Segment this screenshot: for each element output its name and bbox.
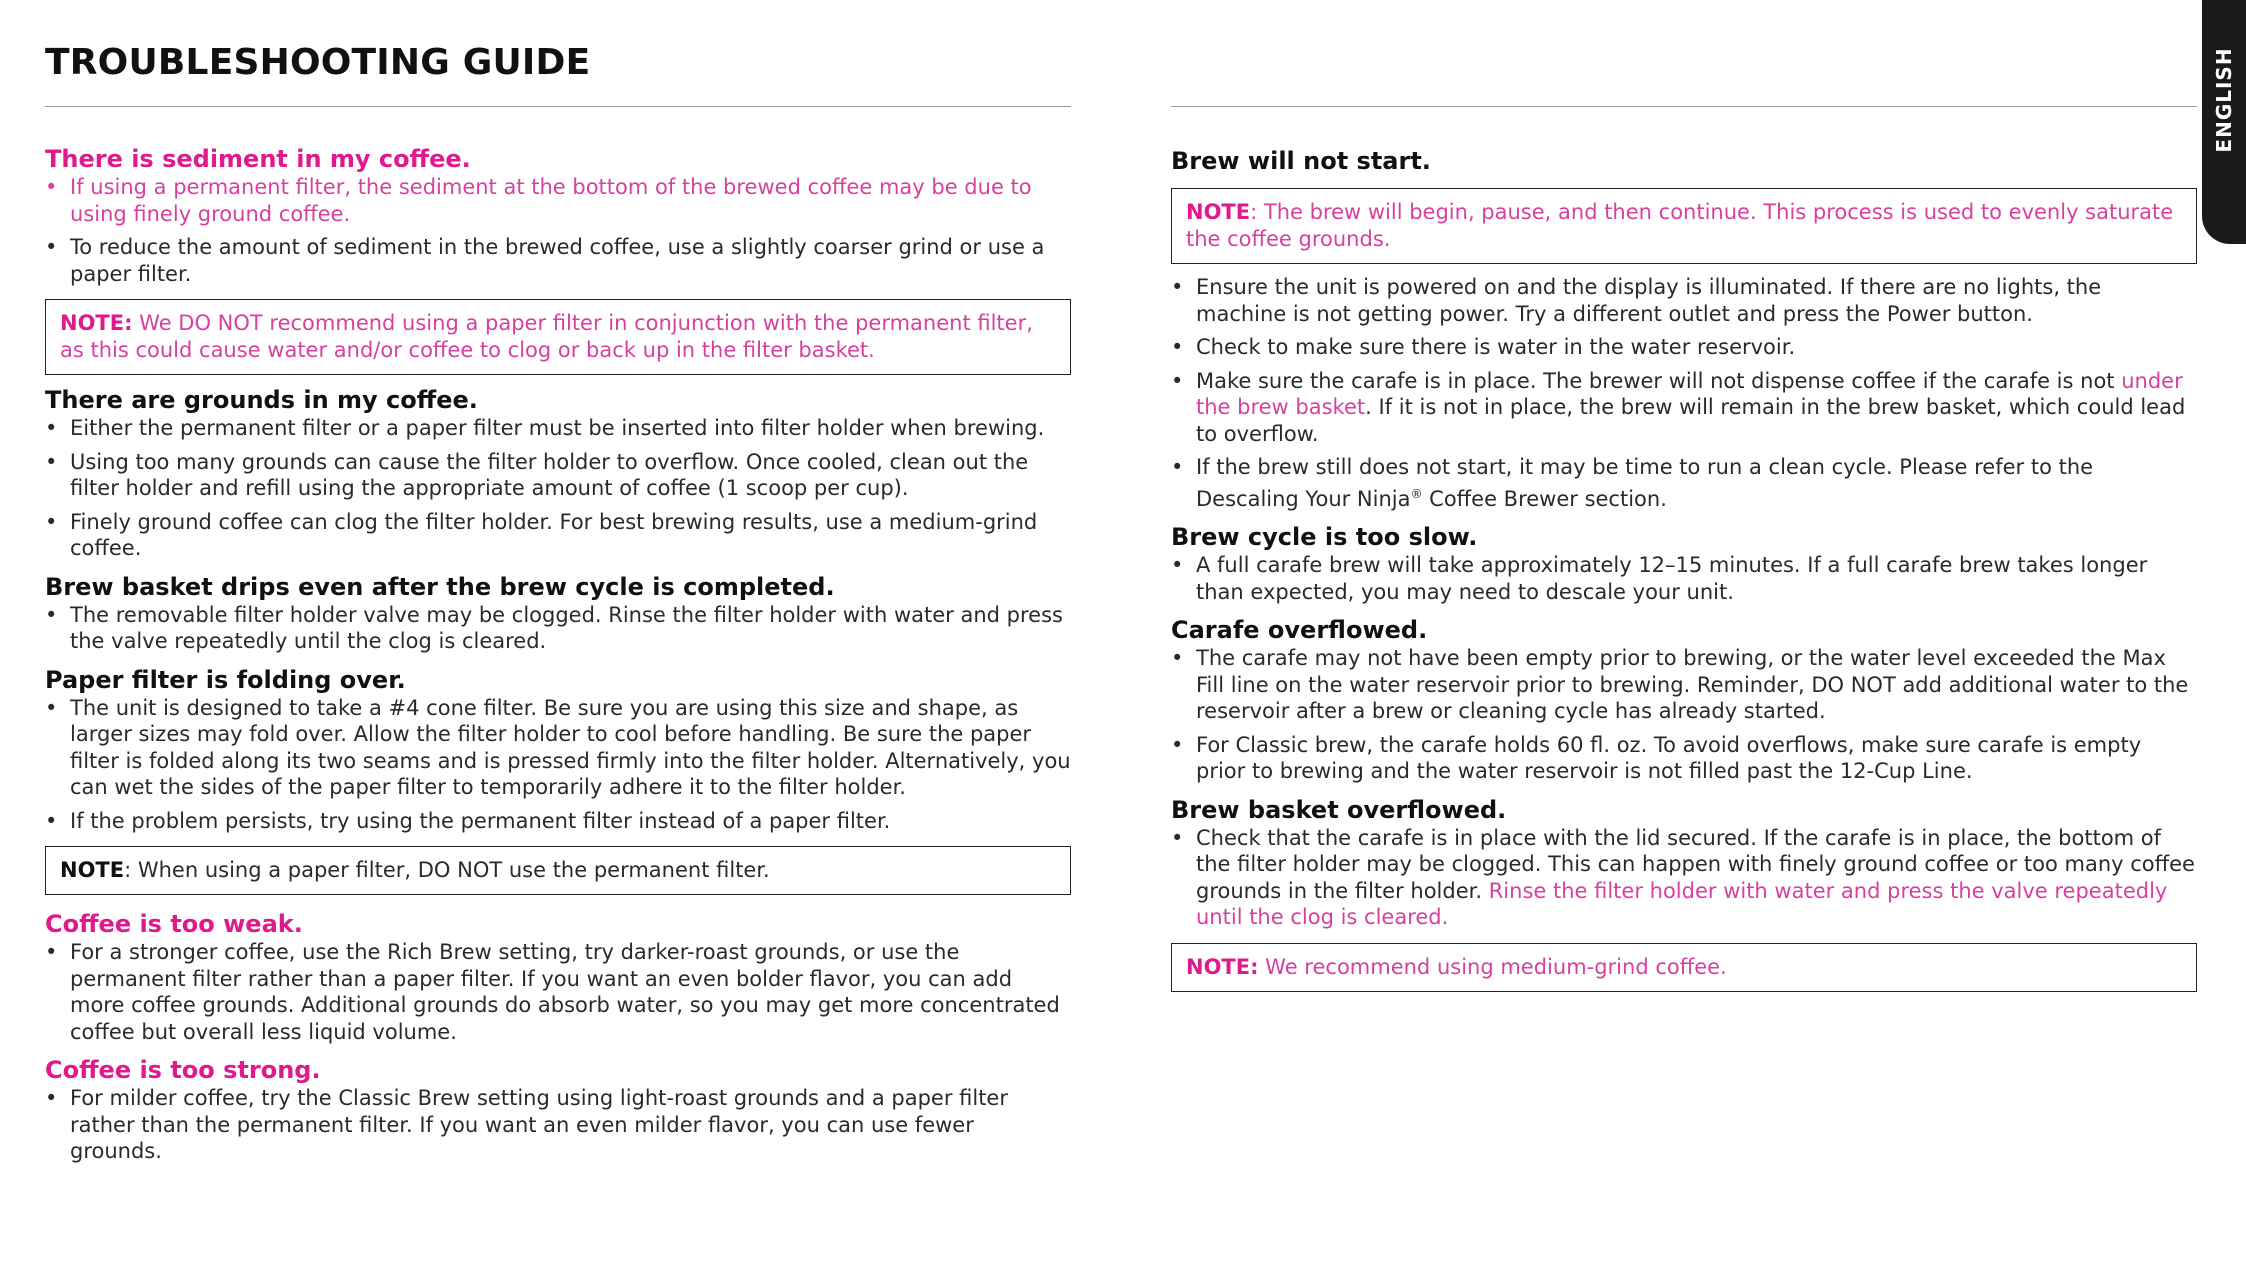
note-box [1171, 943, 2197, 992]
bullet-list [45, 1085, 1071, 1165]
bullet-list [1171, 645, 2197, 785]
section-title: There is sediment in my coffee. [45, 145, 471, 173]
bullet-item: • The carafe may not have been empty prior to brewing, or the water level exceeded the Max Fill line on the water reservoir prior to brewing. Reminder, DO NOT add additional water to the reservoir after a brew or cleaning cycle has already started. [1171, 645, 2197, 725]
note-label: NOTE [1186, 200, 1251, 224]
bullet-item [1171, 368, 2197, 448]
bullet-text: Coffee Brewer section. [1422, 486, 1667, 511]
bullet-item: • For milder coffee, try the Classic Brew setting using light-roast grounds and a paper filter rather than the permanent filter. If you want an even milder flavor, you can use fewer grounds. [45, 1085, 1071, 1165]
bullet-item: • For a stronger coffee, use the Rich Brew setting, try darker-roast grounds, or use the permanent filter rather than a paper filter. If you want an even bolder flavor, you can add more coffee grounds. Additional grounds do absorb water, so you may get more concentrated coffee but overall less liquid volume. [45, 939, 1071, 1045]
note-text: : The brew will begin, pause, and then continue. This process is used to evenly saturate the coffee grounds. [1186, 200, 2174, 251]
section-title: Brew cycle is too slow. [1171, 523, 1478, 551]
bullet-text: Make sure the carafe is in place. The brewer will not dispense coffee if the carafe is not [1196, 368, 2122, 393]
section-title: Carafe overflowed. [1171, 616, 1428, 644]
bullet-item: • Finely ground coffee can clog the filter holder. For best brewing results, use a medium-grind coffee. [45, 509, 1071, 562]
note-label: NOTE [60, 858, 125, 882]
section-no-start [1171, 146, 2197, 512]
bullet-list [45, 174, 1071, 287]
section-title: Brew will not start. [1171, 147, 1431, 175]
bullet-item: • If using a permanent filter, the sediment at the bottom of the brewed coffee may be due to using finely ground coffee. [45, 174, 1071, 227]
bullet-list [45, 602, 1071, 655]
bullet-item: • Either the permanent filter or a paper filter must be inserted into filter holder when brewing. [45, 415, 1071, 442]
section-slow [1171, 522, 2197, 605]
bullet-item: • For Classic brew, the carafe holds 60 fl. oz. To avoid overflows, make sure carafe is empty prior to brewing and the water reservoir is not filled past the 12-Cup Line. [1171, 732, 2197, 785]
section-strong [45, 1055, 1071, 1165]
section-grounds [45, 385, 1071, 562]
bullet-text: If the brew still does not start, it may be time to run a clean cycle. Please refer to the Descaling Your Ninja [1196, 455, 2094, 511]
bullet-item: • If the problem persists, try using the permanent filter instead of a paper filter. [45, 808, 1071, 835]
language-tab [2202, 0, 2246, 244]
bullet-item: • Check to make sure there is water in the water reservoir. [1171, 334, 2197, 361]
bullet-item [1171, 825, 2197, 931]
registered-mark: ® [1410, 486, 1423, 501]
bullet-list [45, 415, 1071, 562]
bullet-text: Check that the carafe is in place with the lid secured. If the carafe is in place, the bottom of the filter holder may be clogged. This can happen with finely ground coffee or too many coffee grounds in the filter holder. [1196, 825, 2195, 903]
note-text: We DO NOT recommend using a paper filter in conjunction with the permanent filter, as this could cause water and/or coffee to clog or back up in the filter basket. [60, 311, 1033, 362]
bullet-text: . If it is not in place, the brew will remain in the brew basket, which could lead to overflow. [1196, 395, 2186, 446]
page-title: TROUBLESHOOTING GUIDE [45, 42, 591, 83]
section-basket [1171, 795, 2197, 992]
section-drips [45, 572, 1071, 655]
header-rule-right [1171, 106, 2197, 107]
section-title: There are grounds in my coffee. [45, 386, 478, 414]
bullet-list [45, 695, 1071, 835]
section-title: Brew basket overflowed. [1171, 795, 1507, 824]
note-label: NOTE: [1186, 954, 1259, 979]
highlight-text: under the brew basket [1196, 368, 2183, 419]
language-tab-label: ENGLISH [2212, 47, 2236, 153]
left-column [45, 144, 1071, 1175]
right-column [1171, 146, 2197, 1002]
note-label: NOTE: [60, 311, 133, 335]
bullet-item: • Ensure the unit is powered on and the display is illuminated. If there are no lights, the machine is not getting power. Try a different outlet and press the Power button. [1171, 274, 2197, 327]
note-box [1171, 188, 2197, 264]
bullet-item: • To reduce the amount of sediment in the brewed coffee, use a slightly coarser grind or use a paper filter. [45, 234, 1071, 287]
bullet-item [1171, 454, 2197, 512]
section-carafe [1171, 615, 2197, 785]
bullet-list [45, 939, 1071, 1045]
section-folding [45, 665, 1071, 896]
bullet-item: • A full carafe brew will take approximately 12–15 minutes. If a full carafe brew takes longer than expected, you may need to descale your unit. [1171, 552, 2197, 605]
section-weak [45, 909, 1071, 1045]
bullet-item: • Using too many grounds can cause the filter holder to overflow. Once cooled, clean out the filter holder and refill using the appropriate amount of coffee (1 scoop per cup). [45, 449, 1071, 502]
note-box [45, 299, 1071, 375]
bullet-list [1171, 825, 2197, 931]
bullet-item: • The removable filter holder valve may be clogged. Rinse the filter holder with water and press the valve repeatedly until the clog is cleared. [45, 602, 1071, 655]
note-text: : When using a paper filter, DO NOT use the permanent filter. [124, 858, 770, 882]
section-title: Coffee is too strong. [45, 1056, 321, 1084]
section-title: Brew basket drips even after the brew cycle is completed. [45, 572, 835, 601]
bullet-list [1171, 274, 2197, 512]
section-title: Paper filter is folding over. [45, 665, 406, 694]
section-sediment [45, 144, 1071, 375]
highlight-text: Rinse the filter holder with water and press the valve repeatedly until the clog is cleared. [1196, 878, 2168, 929]
note-text: We recommend using medium-grind coffee. [1258, 954, 1727, 979]
header-rule-left [45, 106, 1071, 107]
section-title: Coffee is too weak. [45, 910, 303, 938]
bullet-item: • The unit is designed to take a #4 cone filter. Be sure you are using this size and shape, as larger sizes may fold over. Allow the filter holder to cool before handling. Be sure the paper filter is folded along its two seams and is pressed firmly into the filter holder. Alternatively, you can wet the sides of the paper filter to temporarily adhere it to the filter holder. [45, 695, 1071, 801]
bullet-list [1171, 552, 2197, 605]
note-box [45, 846, 1071, 895]
